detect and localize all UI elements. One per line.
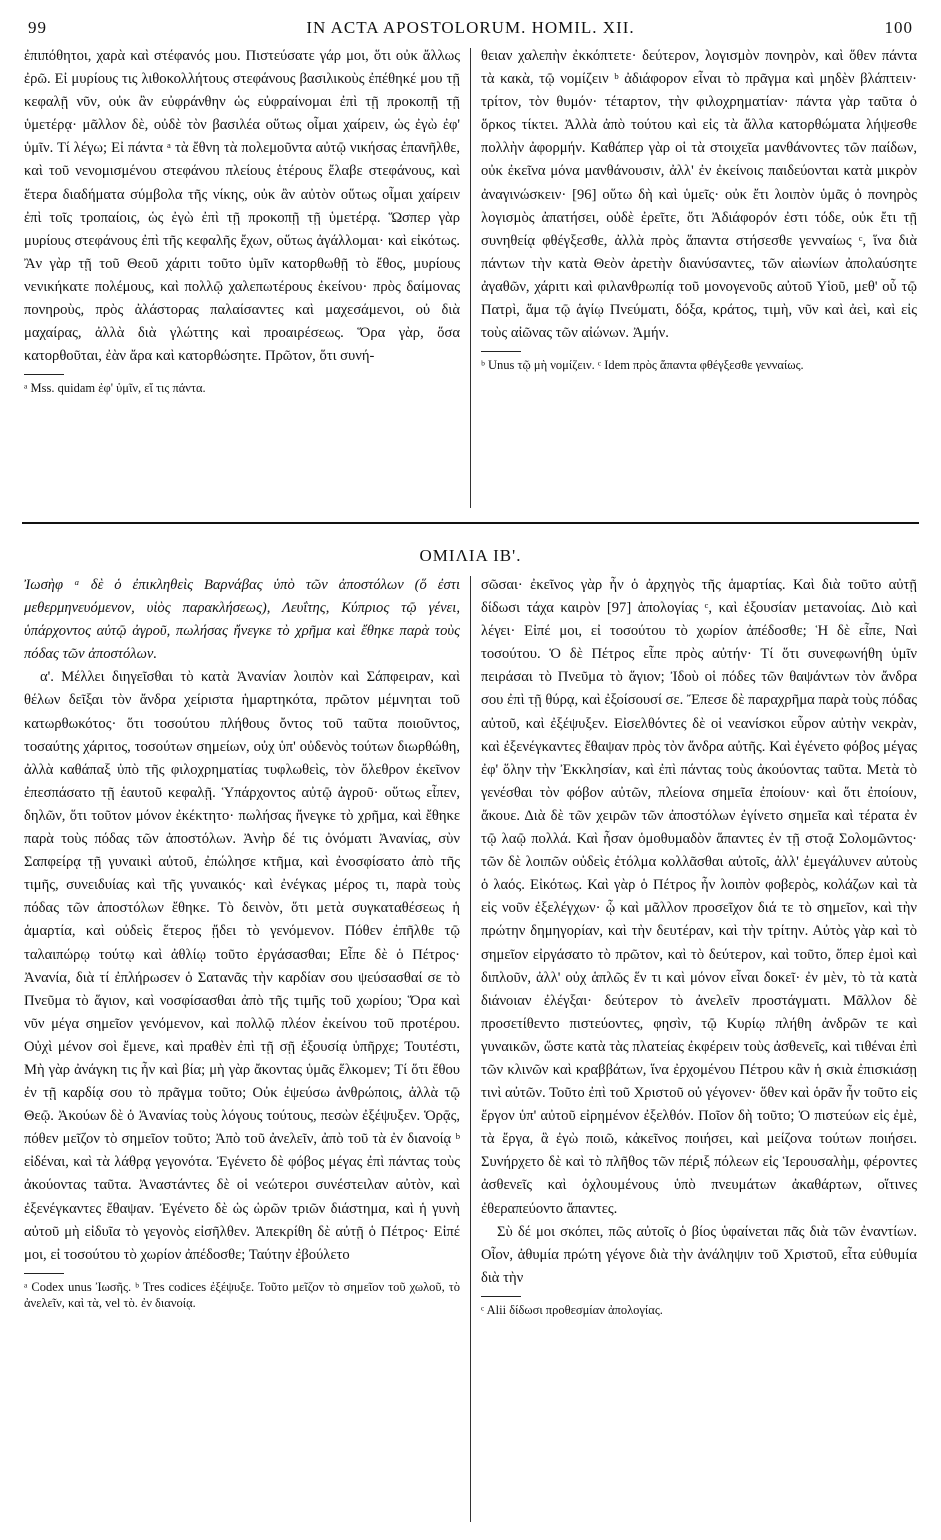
- bottom-right-paragraph: Σὺ δέ μοι σκόπει, πῶς αὐτοῖς ὁ βίος ὑφαίνεται πᾶς διὰ τῶν ἐναντίων. Οἷον, ἀθυμία πρώτη γέγονε διὰ τὴν ἀνάληψιν τοῦ Χριστοῦ, εἶτα εὐθυμία διὰ τὴν: [481, 1223, 917, 1286]
- left-page-number: 99: [28, 18, 47, 37]
- footnote-divider: [24, 374, 64, 375]
- top-right-paragraph: θειαν χαλεπὴν ἐκκόπτετε· δεύτερον, λογισμὸν πονηρὸν, καὶ ὅθεν πάντα τὰ κακὰ, τῷ νομίζειν ᵇ ἀδιάφορον εἶναι τὸ πρᾶγμα καὶ μηδὲν βλάπτειν· τρίτον, τὸν θυμόν· τέταρτον, τὴν φιλοχρηματίαν· πάντα γὰρ ταῦτα ὁ ὅρκος τίκτει. Ἀλλὰ ἀπὸ τούτου καὶ εἰς τὰ ἄλλα κατορθώματα λήψεσθε πολλὴν ἀφορμήν. Καθάπερ γὰρ οἱ τὰ στοιχεῖα μανθάνοντες τῶν παίδων, οὐκ ἐκεῖνα μόνα μανθάνουσιν, ἀλλ' ἐν ἐκείνοις παιδεύονται κατὰ μικρὸν ἀναγινώσκειν· [96] οὕτω δὴ καὶ ὑμεῖς· οὐκ ἔτι λοιπὸν ὑμᾶς ὁ πονηρὸς λογισμὸς ἀπατήσει, οὐδὲ ἐρεῖτε, ὅτι Ἀδιάφορόν ἐστι τόδε, οὐκ ἔτι τῇ συνηθείᾳ φθέγξεσθε, ἀλλὰ πρὸς ἅπαντα στήσεσθε γενναίως ᶜ, ἵνα διὰ πάντων τὴν κατὰ Θεὸν ἀρετὴν διανύσαντες, τῶν αἰωνίων ἀπολαύσητε ἀγαθῶν, χάριτι καὶ φιλανθρωπίᾳ τοῦ μονογενοῦς αὐτοῦ Υἱοῦ, μεθ' οὗ τῷ Πατρὶ, ἅμα τῷ ἁγίῳ Πνεύματι, δόξα, κράτος, τιμὴ, νῦν καὶ ἀεὶ, καὶ εἰς τοὺς αἰῶνας τῶν αἰώνων. Ἀμήν.: [481, 48, 917, 342]
- footnote-divider: [481, 351, 521, 352]
- top-left-paragraph: ἐπιπόθητοι, χαρὰ καὶ στέφανός μου. Πιστεύσατε γάρ μοι, ὅτι οὐκ ἄλλως ἐρῶ. Εἰ μυρίους τις λιθοκολλήτους στεφάνους βασιλικοὺς ἐπέθηκέ μου τῇ κεφαλῇ νῦν, οὐκ ἂν εὐφράνθην ὡς εὐφραίνομαι ἐπὶ τῇ προκοπῇ τῇ ὑμετέρᾳ· μᾶλλον δὲ, οὐδὲ τὸν βασιλέα οὕτως οἶμαι χαίρειν, ὡς ἐγὼ ἐφ' ὑμῖν. Τί λέγω; Εἰ πάντα ᵃ τὰ ἔθνη τὰ πολεμοῦντα αὐτῷ νικήσας ἐπανῆλθε, καὶ τοῦ νενομισμένου στεφάνου πλείους ἑτέρους ἔλαβε στεφάνους, καὶ ἕτερα διαδήματα σύμβολα τῆς νίκης, οὐκ ἂν αὐτὸν οὕτως οἶμαι χαίρειν ἐπὶ τοῖς τροπαίοις, ὡς ἐγὼ ἐπὶ τῇ προκοπῇ τῇ ὑμετέρᾳ. Ὥσπερ γὰρ μυρίους στεφάνους ἐπὶ τῆς κεφαλῆς ἔχων, οὕτως ἀγάλλομαι· καὶ εἰκότως. Ἂν γὰρ τῇ τοῦ Θεοῦ χάριτι τοῦτο ὑμῖν κατορθωθῇ τὸ ἔθος, μυρίους νενικήκατε πολέμους, καὶ πολλῷ χαλεπωτέρους ἐκείνου· πρὸς δαίμονας πονηροὺς, πρὸς ἀλάστορας παλαίσαντες καὶ μαχεσάμενοι, οὐ διὰ μαχαίρας, ἀλλὰ διὰ γλώττης καὶ προαιρέσεως. Ὅρα γὰρ, ὅσα κατορθοῦται, ἐὰν ἄρα καὶ κατορθώσητε. Πρῶτον, ὅτι συνή-: [24, 48, 460, 365]
- bottom-right-column: [481, 574, 917, 1528]
- footnote-divider: [481, 1296, 521, 1297]
- bottom-left-footnote: ᵃ Codex unus Ἰωσῆς. ᵇ Tres codices ἐξέψυξε. Τοῦτο μεῖζον τὸ σημεῖον τοῦ χωλοῦ, τὸ ἀνελεῖν, καὶ τὰ, vel τὸ. ἐν διανοίᾳ.: [24, 1279, 460, 1311]
- bottom-right-footnote: ᶜ Alii δίδωσι προθεσμίαν ἀπολογίας.: [481, 1302, 663, 1317]
- top-left-column: [24, 45, 460, 515]
- footnote-divider: [24, 1273, 64, 1274]
- lemma: Ἰωσὴφ ᵃ δὲ ὁ ἐπικληθεὶς Βαρνάβας ὑπὸ τῶν ἀποστόλων (ὅ ἐστι μεθερμηνευόμενον, υἱὸς παρακλήσεως), Λευΐτης, Κύπριος τῷ γένει, ὑπάρχοντος αὐτῷ ἀγροῦ, πωλήσας ἤνεγκε τὸ χρῆμα καὶ ἔθηκε παρὰ τοὺς πόδας τῶν ἀποστόλων.: [24, 577, 460, 663]
- top-left-footnote: ᵃ Mss. quidam ἐφ' ὑμῖν, εἴ τις πάντα.: [24, 381, 206, 396]
- running-header: [22, 18, 919, 40]
- bottom-column-divider: [470, 576, 471, 1522]
- bottom-left-column: [24, 574, 460, 1528]
- right-page-number: 100: [884, 18, 913, 37]
- running-title: IN ACTA APOSTOLORUM. HOMIL. XII.: [306, 18, 635, 37]
- top-column-divider: [470, 48, 471, 508]
- top-right-column: [481, 45, 917, 515]
- bottom-right-paragraph: σῶσαι· ἐκεῖνος γὰρ ἦν ὁ ἀρχηγὸς τῆς ἁμαρτίας. Καὶ διὰ τοῦτο αὐτῇ δίδωσι τάχα καιρὸν [97] ἀπολογίας ᶜ, καὶ ἐξουσίαν μετανοίας. Διὸ καὶ λέγει· Εἰπέ μοι, εἰ τοσούτου τὸ χωρίον ἀπέδοσθε; Ἡ δὲ εἶπε, Ναὶ τοσούτου. Ὁ δὲ Πέτρος εἶπε πρὸς αὐτήν· Τί ὅτι συνεφωνήθη ὑμῖν πειράσαι τὸ Πνεῦμα τὸ ἅγιον; Ἰδοὺ οἱ πόδες τῶν θαψάντων τὸν ἄνδρα σου ἐπὶ τῇ θύρᾳ, καὶ ἐξοίσουσί σε. Ἔπεσε δὲ παραχρῆμα παρὰ τοὺς πόδας αὐτοῦ, καὶ ἐξέψυξεν. Εἰσελθόντες δὲ οἱ νεανίσκοι εὗρον αὐτὴν νεκρὰν, καὶ ἐξενέγκαντες ἔθαψαν πρὸς τὸν ἄνδρα αὐτῆς. Καὶ ἐγένετο φόβος μέγας ἐφ' ὅλην τὴν Ἐκκλησίαν, καὶ ἐπὶ πάντας τοὺς ἀκούοντας ταῦτα. Μετὰ τὸ γενέσθαι τὸν φόβον αὐτῶν, πλείονα σημεῖα ἐποίουν· καὶ ὅτι ἐποίουν, ἄκουε. Διὰ δὲ τῶν χειρῶν τῶν ἀποστόλων ἐγίνετο σημεῖα καὶ τέρατα ἐν τῷ λαῷ πολλά. Καὶ ἦσαν ὁμοθυμαδὸν ἅπαντες ἐν τῇ στοᾷ Σολομῶντος· τῶν δὲ λοιπῶν οὐδεὶς ἐτόλμα κολλᾶσθαι αὐτοῖς, ἀλλ' ἐμεγάλυνεν αὐτοὺς ὁ λαός. Εἰκότως. Καὶ γὰρ ὁ Πέτρος ἦν λοιπὸν φοβερὸς, κολάζων καὶ τὰ εἰς νοῦν ἐξελέγχων· ᾧ καὶ μᾶλλον προσεῖχον διά τε τὸ σημεῖον, καὶ τὴν πρώτην δημηγορίαν, καὶ τὴν δευτέραν, καὶ τὴν τρίτην. Αὐτὸς γὰρ καὶ τὸ σημεῖον εἰργάσατο τὸ πρῶτον, καὶ τὸ δεύτερον, καὶ τοῦτο, ὅπερ ἐμοὶ καὶ διπλοῦν, ἀλλ' οὐχ ἁπλῶς ἕν τι καὶ μόνον εἶναι δοκεῖ· ἐν μὲν, τὸ τὰ κατὰ διάνοιαν ἐλέγξαι· δεύτερον τὸ ἀνελεῖν προστάγματι. Μᾶλλον δὲ προσετίθεντο πιστεύοντες, φησὶν, τῷ Κυρίῳ πλήθη ἀνδρῶν τε καὶ γυναικῶν, ὥστε κατὰ τὰς πλατείας ἐκφέρειν τοὺς ἀσθενεῖς, καὶ τιθέναι ἐπὶ τῶν κλινῶν καὶ κραββάτων, ἵνα ἐρχομένου Πέτρου κἂν ἡ σκιὰ ἐπισκιάσῃ τινὶ αὐτῶν. Τοῦτο ἐπὶ τοῦ Χριστοῦ οὐ γέγονεν· ὅθεν καὶ ὁρᾶν ἦν τοῦτο εἰς ἔργον ὑπ' αὐτοῦ εἰρημένον ἐξελθόν. Ποῖον δὴ τοῦτο; Ὁ πιστεύων εἰς ἐμὲ, τὰ ἔργα, ἃ ἐγὼ ποιῶ, κἀκεῖνος ποιήσει, καὶ μείζονα τούτων ποιήσει. Συνήρχετο δὲ καὶ τὸ πλῆθος τῶν πέριξ πόλεων εἰς Ἱερουσαλὴμ, φέροντες ἀσθενεῖς καὶ ὀχλουμένους ὑπὸ πνευμάτων ἀκαθάρτων, οἵτινες ἐθεραπεύοντο ἅπαντες.: [481, 577, 917, 1217]
- top-right-footnote: ᵇ Unus τῷ μὴ νομίζειν. ᶜ Idem πρὸς ἅπαντα φθέγξεσθε γενναίως.: [481, 358, 804, 373]
- section-rule: [22, 522, 919, 524]
- homily-heading: ΟΜΙΛΙΑ ΙΒ'.: [419, 546, 522, 565]
- bottom-left-paragraph: α'. Μέλλει διηγεῖσθαι τὸ κατὰ Ἀνανίαν λοιπὸν καὶ Σάπφειραν, καὶ θέλων δεῖξαι τὸν ἄνδρα χείριστα ἡμαρτηκότα, πρῶτον μέμνηται τοῦ κατωρθωκότος· ὅτι τοσούτου πλήθους ὄντος τοῦ ταῦτα ποιοῦντος, τοσαύτης χάριτος, τοσούτων σημείων, οὐχ ὑπ' οὐδενὸς τούτων διωρθώθη, ἀλλὰ καθάπαξ ὑπὸ τῆς φιλοχρηματίας τυφλωθεὶς, τὸν ὄλεθρον ἐκεῖνον ἐπεσπάσατο τῇ ἑαυτοῦ κεφαλῇ. Ὑπάρχοντος αὐτῷ ἀγροῦ· οὕτως εἶπεν, δηλῶν, ὅτι τοῦτον μόνον ἐκέκτητο· πωλήσας ἤνεγκε τὸ χρῆμα, καὶ ἔθηκε παρὰ τοὺς πόδας τῶν ἀποστόλων. Ἀνὴρ δέ τις ὀνόματι Ἀνανίας, σὺν Σαπφείρᾳ τῇ γυναικὶ αὐτοῦ, ἐπώλησε κτῆμα, καὶ ἐνοσφίσατο ἀπὸ τῆς τιμῆς, συνειδυίας καὶ τῆς γυναικός· καὶ ἐνέγκας μέρος τι, παρὰ τοὺς πόδας τῶν ἀποστόλων ἔθηκε. Τὸ δεινὸν, ὅτι μετὰ συγκαταθέσεως ἡ ἁμαρτία, καὶ οὐδεὶς ἕτερος ᾔδει τὸ γενόμενον. Πόθεν ἐπῆλθε τῷ ταλαιπώρῳ τούτῳ καὶ ἀθλίῳ τοῦτο ἐργάσασθαι; Εἶπε δὲ ὁ Πέτρος· Ἀνανία, διὰ τί ἐπλήρωσεν ὁ Σατανᾶς τὴν καρδίαν σου ψεύσασθαί σε τὸ Πνεῦμα τὸ ἅγιον, καὶ νοσφίσασθαι ἀπὸ τῆς τιμῆς τοῦ χωρίου; Ὅρα καὶ νῦν μέγα σημεῖον γενόμενον, καὶ πολλῷ πλέον ἐκείνου τοῦ προτέρου. Οὐχὶ μένον σοὶ ἔμενε, καὶ πραθὲν ἐπὶ τῇ σῇ ἐξουσίᾳ ὑπῆρχε; Τουτέστι, Μὴ γὰρ ἀνάγκη τις ἦν καὶ βία; μὴ γὰρ ἄκοντας ὑμᾶς ἕλκομεν; Τί ὅτι ἔθου ἐν τῇ καρδίᾳ σου τὸ πρᾶγμα τοῦτο; Οὐκ ἐψεύσω ἀνθρώποις, ἀλλὰ τῷ Θεῷ. Ἀκούων δὲ ὁ Ἀνανίας τοὺς λόγους τούτους, πεσὼν ἐξέψυξεν. Ὁρᾷς, πόθεν μεῖζον τὸ σημεῖον τοῦτο; Ἀπὸ τοῦ ἀνελεῖν, ἀπὸ τοῦ τὰ ἐν διανοίᾳ ᵇ εἰδέναι, καὶ τὰ λάθρᾳ γεγονότα. Ἐγένετο δὲ φόβος μέγας ἐπὶ πάντας τοὺς ἀκούοντας ταῦτα. Ἀναστάντες δὲ οἱ νεώτεροι συνέστειλαν αὐτὸν, καὶ ἐξενέγκαντες ἔθαψαν. Ἐγένετο δὲ ὡς ὡρῶν τριῶν διάστημα, καὶ ἡ γυνὴ αὐτοῦ μὴ εἰδυῖα τὸ γεγονὸς εἰσῆλθεν. Ἀπεκρίθη δὲ αὐτῇ ὁ Πέτρος· Εἰπέ μοι, εἰ τοσούτου τὸ χωρίον ἀπέδοσθε; Ταύτην ἐβούλετο: [24, 669, 460, 1263]
